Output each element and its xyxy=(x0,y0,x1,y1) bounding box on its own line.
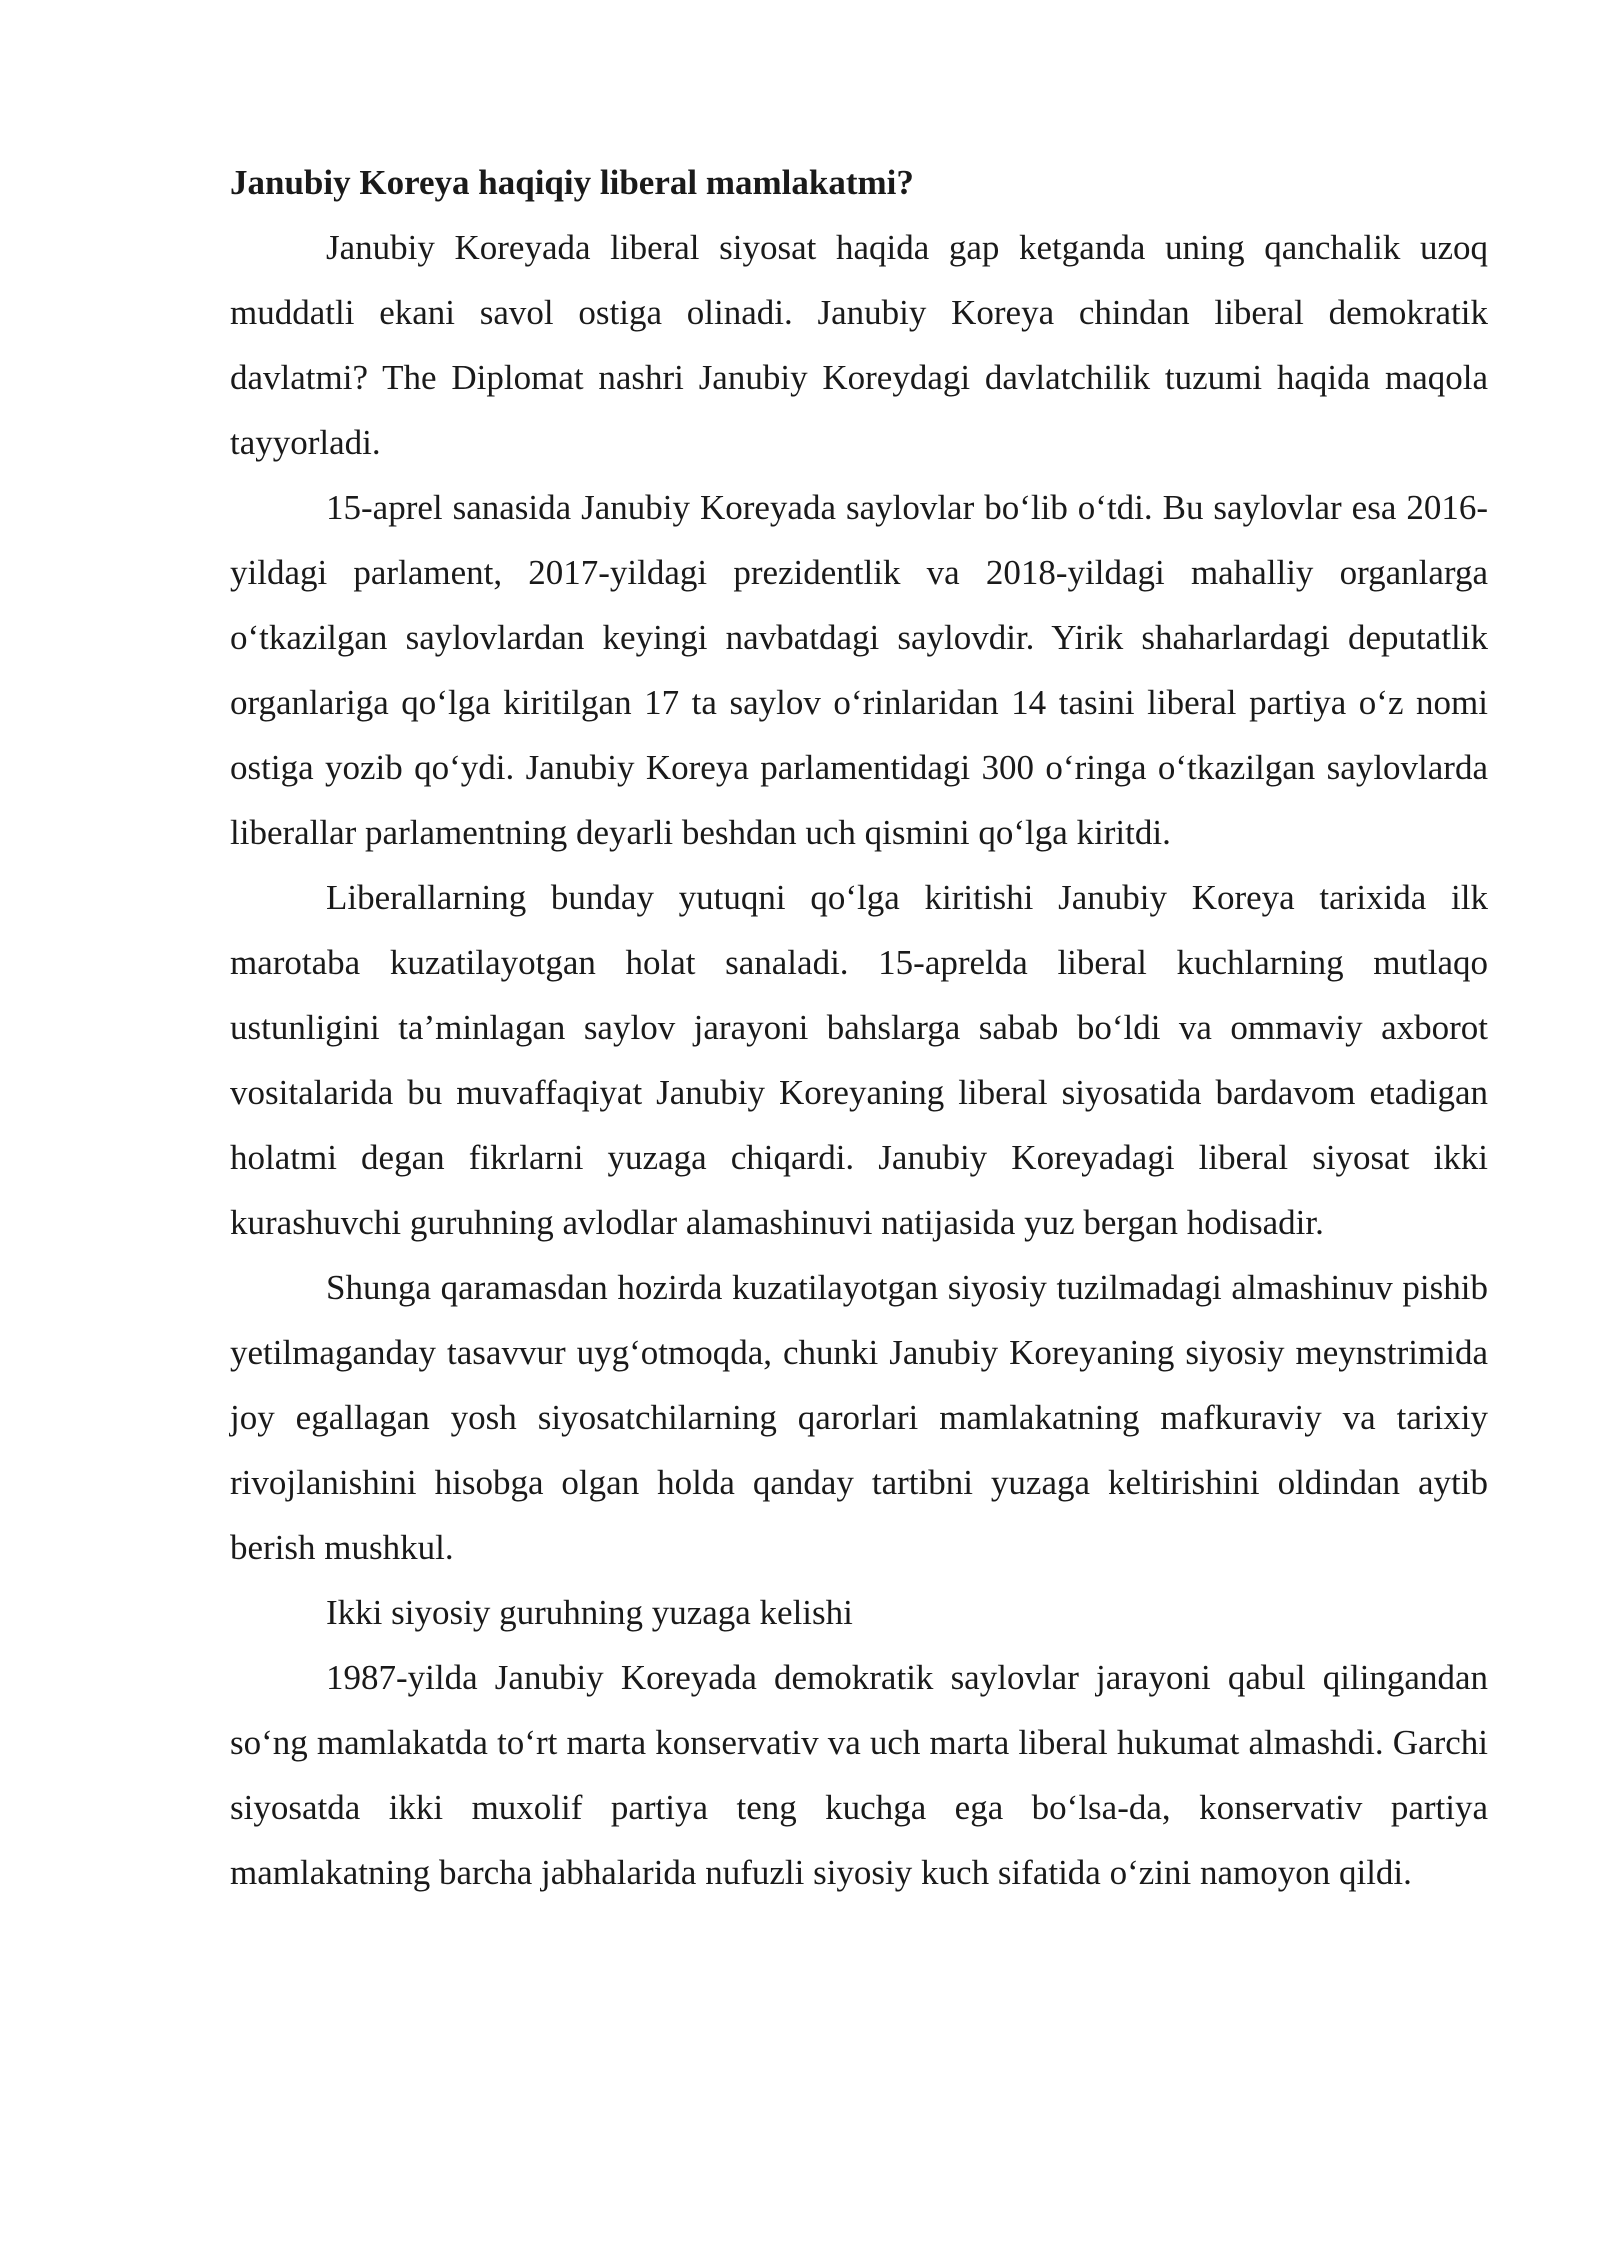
paragraph-3: Liberallarning bunday yutuqni qo‘lga kiritishi Janubiy Koreya tarixida ilk marotaba kuzatilayotgan holat sanaladi. 15-aprelda liberal kuchlarning mutlaqo ustunligini ta’minlagan saylov jarayoni bahslarga sabab bo‘ldi va ommaviy axborot vositalarida bu muvaffaqiyat Janubiy Koreyaning liberal siyosatida bardavom etadigan holatmi degan fikrlarni yuzaga chiqardi. Janubiy Koreyadagi liberal siyosat ikki kurashuvchi guruhning avlodlar alamashinuvi natijasida yuz bergan hodisadir. xyxy=(230,878,1488,1242)
paragraph-4: Shunga qaramasdan hozirda kuzatilayotgan siyosiy tuzilmadagi almashinuv pishib yetilmaganday tasavvur uyg‘otmoqda, chunki Janubiy Koreyaning siyosiy meynstrimida joy egallagan yosh siyosatchilarning qarorlari mamlakatning mafkuraviy va tarixiy rivojlanishini hisobga olgan holda qanday tartibni yuzaga keltirishini oldindan aytib berish mushkul. xyxy=(230,1268,1488,1567)
paragraph-1: Janubiy Koreyada liberal siyosat haqida gap ketganda uning qanchalik uzoq muddatli ekani savol ostiga olinadi. Janubiy Koreya chindan liberal demokratik davlatmi? The Diplomat nashri Janubiy Koreydagi davlatchilik tuzumi haqida maqola tayyorladi. xyxy=(230,228,1488,462)
paragraph-5: 1987-yilda Janubiy Koreyada demokratik saylovlar jarayoni qabul qilingandan so‘ng mamlakatda to‘rt marta konservativ va uch marta liberal hukumat almashdi. Garchi siyosatda ikki muxolif partiya teng kuchga ega bo‘lsa-da, konservativ partiya mamlakatning barcha jabhalarida nufuzli siyosiy kuch sifatida o‘zini namoyon qildi. xyxy=(230,1658,1488,1892)
document-page xyxy=(230,150,1488,1905)
section-subheading: Ikki siyosiy guruhning yuzaga kelishi xyxy=(326,1593,853,1632)
paragraph-2: 15-aprel sanasida Janubiy Koreyada saylovlar bo‘lib o‘tdi. Bu saylovlar esa 2016-yildagi parlament, 2017-yildagi prezidentlik va 2018-yildagi mahalliy organlarga o‘tkazilgan saylovlardan keyingi navbatdagi saylovdir. Yirik shaharlardagi deputatlik organlariga qo‘lga kiritilgan 17 ta saylov o‘rinlaridan 14 tasini liberal partiya o‘z nomi ostiga yozib qo‘ydi. Janubiy Koreya parlamentidagi 300 o‘ringa o‘tkazilgan saylovlarda liberallar parlamentning deyarli beshdan uch qismini qo‘lga kiritdi. xyxy=(230,488,1488,852)
document-title: Janubiy Koreya haqiqiy liberal mamlakatmi? xyxy=(230,163,914,202)
